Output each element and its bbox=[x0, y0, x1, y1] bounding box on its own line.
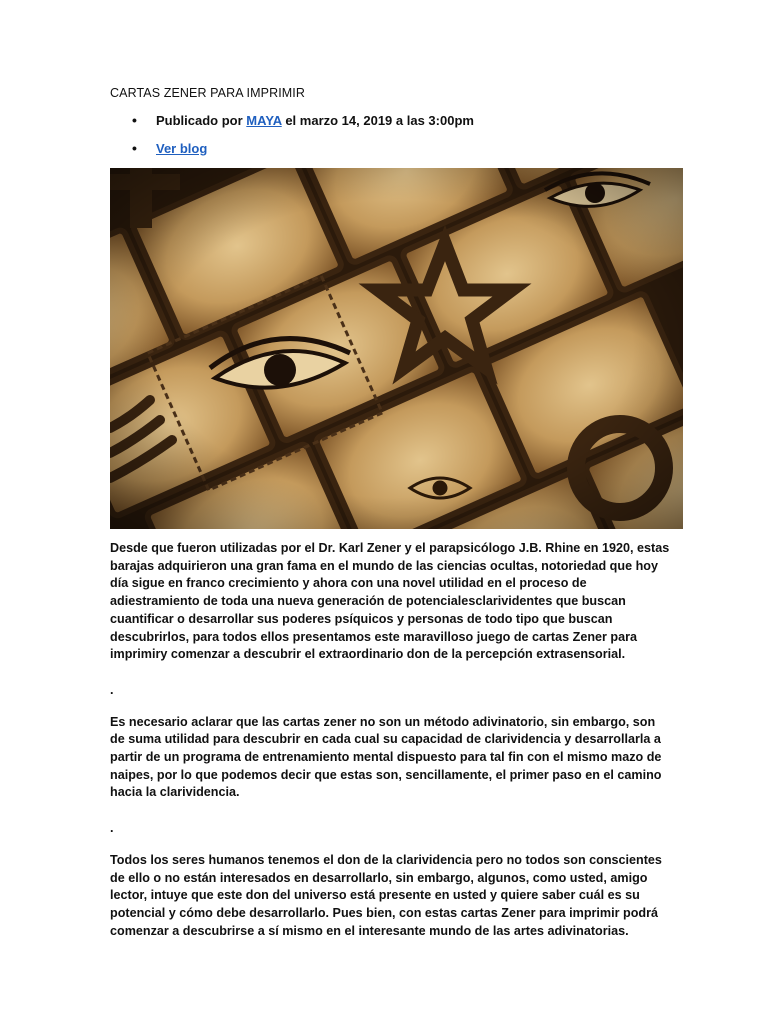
document-title: CARTAS ZENER PARA IMPRIMIR bbox=[110, 86, 305, 100]
separator-dot: . bbox=[110, 682, 114, 697]
bullet-icon: • bbox=[132, 112, 137, 128]
published-by-text bbox=[156, 113, 474, 128]
view-blog-link[interactable]: Ver blog bbox=[156, 141, 208, 156]
published-by-item bbox=[110, 112, 670, 140]
separator-dot: . bbox=[110, 821, 114, 836]
author-link[interactable]: MAYA bbox=[246, 113, 282, 128]
post-meta-list bbox=[110, 112, 670, 168]
bullet-icon: • bbox=[132, 140, 137, 156]
paragraph: Desde que fueron utilizadas por el Dr. Karl Zener y el parapsicólogo J.B. Rhine en 1920, estas barajas adquirieron una gran fama en el mundo de las ciencias ocultas, notoriedad que hoy día sigue en franco crecimiento y ahora con una novel utilidad en el proceso de adiestramiento de toda una nueva generación de potencialesclarividentes que buscan cuantificar o desarrollar sus poderes psíquicos y personas de todo tipo que buscan descubrirlos, para todos ellos presentamos este maravilloso juego de cartas Zener para imprimiry comenzar a descubrir el extraordinario don de la percepción extrasensorial. bbox=[110, 541, 670, 662]
published-prefix: Publicado por bbox=[156, 113, 247, 128]
zener-cards-image bbox=[110, 168, 683, 529]
published-suffix: el marzo 14, 2019 a las 3:00pm bbox=[281, 113, 474, 128]
paragraph: Todos los seres humanos tenemos el don de la clarividencia pero no todos son conscientes de ello o no están interesados en desarrollarlo, sin embargo, algunos, como usted, amigo lector, intuye que este don del universo está presente en usted y quiere saber cuál es su potencial y cómo debe desarrollarlo. Pues bien, con estas cartas Zener para imprimir podrá comenzar a descubrirse a sí mismo en el interesante mundo de las artes adivinatorias. bbox=[110, 852, 662, 938]
view-blog-item bbox=[110, 140, 670, 168]
article-body bbox=[110, 540, 670, 958]
paragraph: Es necesario aclarar que las cartas zener no son un método adivinatorio, sin embargo, son de suma utilidad para descubrir en cada cual su capacidad de clarividencia y desarrollarla a partir de un programa de entrenamiento mental dispuesto para tal fin con el mismo mazo de naipes, por lo que podemos decir que estas son, sencillamente, el primer paso en el camino hacia la clarividencia. bbox=[110, 714, 662, 800]
